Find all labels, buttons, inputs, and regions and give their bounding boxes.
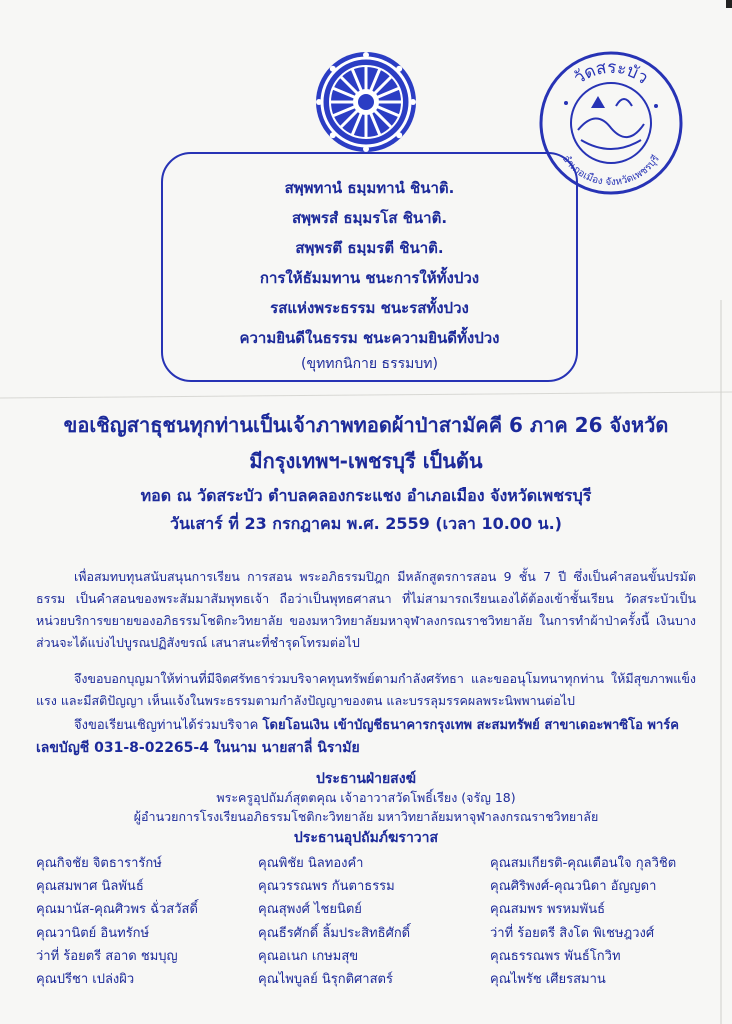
seal-bottom-text: อำเภอเมือง จังหวัดเพชรบุรี [560, 153, 662, 189]
dharma-wheel-icon [314, 50, 418, 154]
patron-name: คุณปรีชา เปล่งผิว [36, 972, 135, 988]
patron-name: ว่าที่ ร้อยตรี สอาด ชมบุญ [36, 948, 178, 964]
seal-top-text: วัดสระบัว [570, 57, 652, 89]
invitation-title: ขอเชิญสาธุชนทุกท่านเป็นเจ้าภาพทอดผ้าป่าสามัคคี 6 ภาค 26 จังหวัด [63, 413, 669, 437]
patron-column-1 [36, 852, 198, 991]
patron-name: ว่าที่ ร้อยตรี สิงโต พิเชษฎวงศ์ [490, 925, 655, 941]
patron-column-2 [258, 852, 410, 991]
verse-box [161, 152, 578, 382]
verse-line: การให้ธัมมทาน ชนะการให้ทั้งปวง [259, 269, 480, 287]
patron-name: คุณธีรศักดิ์ ลิ้มประสิทธิศักดิ์ [258, 925, 411, 941]
lay-heading: ประธานอุปถัมภ์ฆราวาส [293, 830, 439, 846]
invitation-subtitle: มีกรุงเทพฯ-เพชรบุรี เป็นต้น [249, 449, 483, 473]
sangha-heading: ประธานฝ่ายสงฆ์ [316, 771, 416, 787]
event-date: วันเสาร์ ที่ 23 กรกฎาคม พ.ศ. 2559 (เวลา 10.00 น.) [170, 514, 562, 533]
paragraph-text: จึงขอบอกบุญมาให้ท่านที่มีจิตศรัทธาร่วมบริจาคทุนทรัพย์ตามกำลังศรัทธา และขออนุโมทนาทุกท่าน ให้มีสุขภาพแข็งแรง และมีสติปัญญา เห็นแจ้งในพระธรรมตามกำลังปัญญาของตน และบรรลุมรรคผลพระนิพพานต่อไป [36, 671, 696, 708]
donation-instructions [36, 715, 696, 759]
verse-line: สพฺพรตึ ธมฺมรตี ชินาติ. [295, 239, 444, 257]
sangha-chair-line: พระครูอุปถัมภ์สุตตคุณ เจ้าอาวาสวัดโพธิ์เรียง (จรัญ 18) [216, 790, 516, 805]
patron-name: คุณสมพาศ นิลพันธ์ [36, 879, 144, 895]
donation-prefix: จึงขอเรียนเชิญท่านได้ร่วมบริจาค [74, 718, 259, 733]
patron-name: คุณศิริพงศ์-คุณวนิดา อัญญดา [490, 879, 657, 895]
patron-name: คุณสุพงศ์ ไชยนิตย์ [258, 902, 362, 918]
verse-line: รสแห่งพระธรรม ชนะรสทั้งปวง [270, 299, 469, 317]
body-paragraph-2 [36, 668, 696, 712]
patron-name: คุณธรรณพร พันธ์โกวิท [490, 948, 621, 964]
verse-line: สพฺพทานํ ธมฺมทานํ ชินาติ. [284, 179, 455, 197]
bank-account-line: เลขบัญชี 031-8-02265-4 ในนาม นายสาลี่ นิรามัย [36, 740, 360, 756]
patron-column-3 [490, 852, 676, 991]
patron-name: คุณอเนก เกษมสุข [258, 948, 359, 964]
patron-name: คุณวานิตย์ อินทรักษ์ [36, 925, 150, 941]
patron-name: คุณสมพร พรหมพันธ์ [490, 902, 606, 918]
sangha-chair-position: ผู้อำนวยการโรงเรียนอภิธรรมโชติกะวิทยาลัย มหาวิทยาลัยมหาจุฬาลงกรณราชวิทยาลัย [133, 809, 599, 824]
patron-name: คุณมานัส-คุณศิวพร ฉั่วสวัสดิ์ [36, 902, 198, 918]
event-location: ทอด ณ วัดสระบัว ตำบลคลองกระแชง อำเภอเมือง จังหวัดเพชรบุรี [140, 486, 592, 505]
patron-name: คุณสมเกียรติ-คุณเตือนใจ กุลวิชิต [490, 856, 677, 871]
patron-name: คุณไพรัช เศียรสมาน [490, 972, 606, 988]
verse-source: (ขุททกนิกาย ธรรมบท) [301, 356, 438, 372]
paragraph-text: เพื่อสมทบทุนสนับสนุนการเรียน การสอน พระอภิธรรมปิฎก มีหลักสูตรการสอน 9 ชั้น 7 ปี ซึ่งเป็นคำสอนขั้นปรมัตธรรม เป็นคำสอนของพระสัมมาสัมพุทธเจ้า ถือว่าเป็นพุทธศาสนา ที่ไม่สามารถเรียนเองได้ต้องเข้าชั้นเรียน วัดสระบัวเป็นหน่วยบริการขยายของอภิธรรมโชติกะวิทยาลัย ของมหาวิทยาลัยมหาจุฬาลงกรณราชวิทยาลัย ในการทำผ้าป่าครั้งนี้ เงินบางส่วนจะได้แบ่งไปบูรณปฏิสังขรณ์ เสนาสนะที่ชำรุดโทรมต่อไป [36, 569, 696, 650]
patron-name: คุณพิชัย นิลทองคำ [258, 856, 364, 871]
patron-name: คุณวรรณพร กันตาธรรม [258, 879, 395, 895]
patron-name: คุณไพบูลย์ นิรุกติศาสตร์ [258, 972, 393, 988]
verse-line: ความยินดีในธรรม ชนะความยินดีทั้งปวง [239, 329, 500, 347]
body-paragraph-1 [36, 566, 696, 654]
verse-line: สพฺพรสํ ธมฺมรโส ชินาติ. [291, 209, 448, 227]
bank-transfer-details: โดยโอนเงิน เข้าบัญชีธนาคารกรุงเทพ สะสมทรัพย์ สาขาเดอะพาซิโอ พาร์ค [262, 718, 679, 733]
patron-name: คุณกิจชัย จิตธารารักษ์ [36, 856, 162, 871]
